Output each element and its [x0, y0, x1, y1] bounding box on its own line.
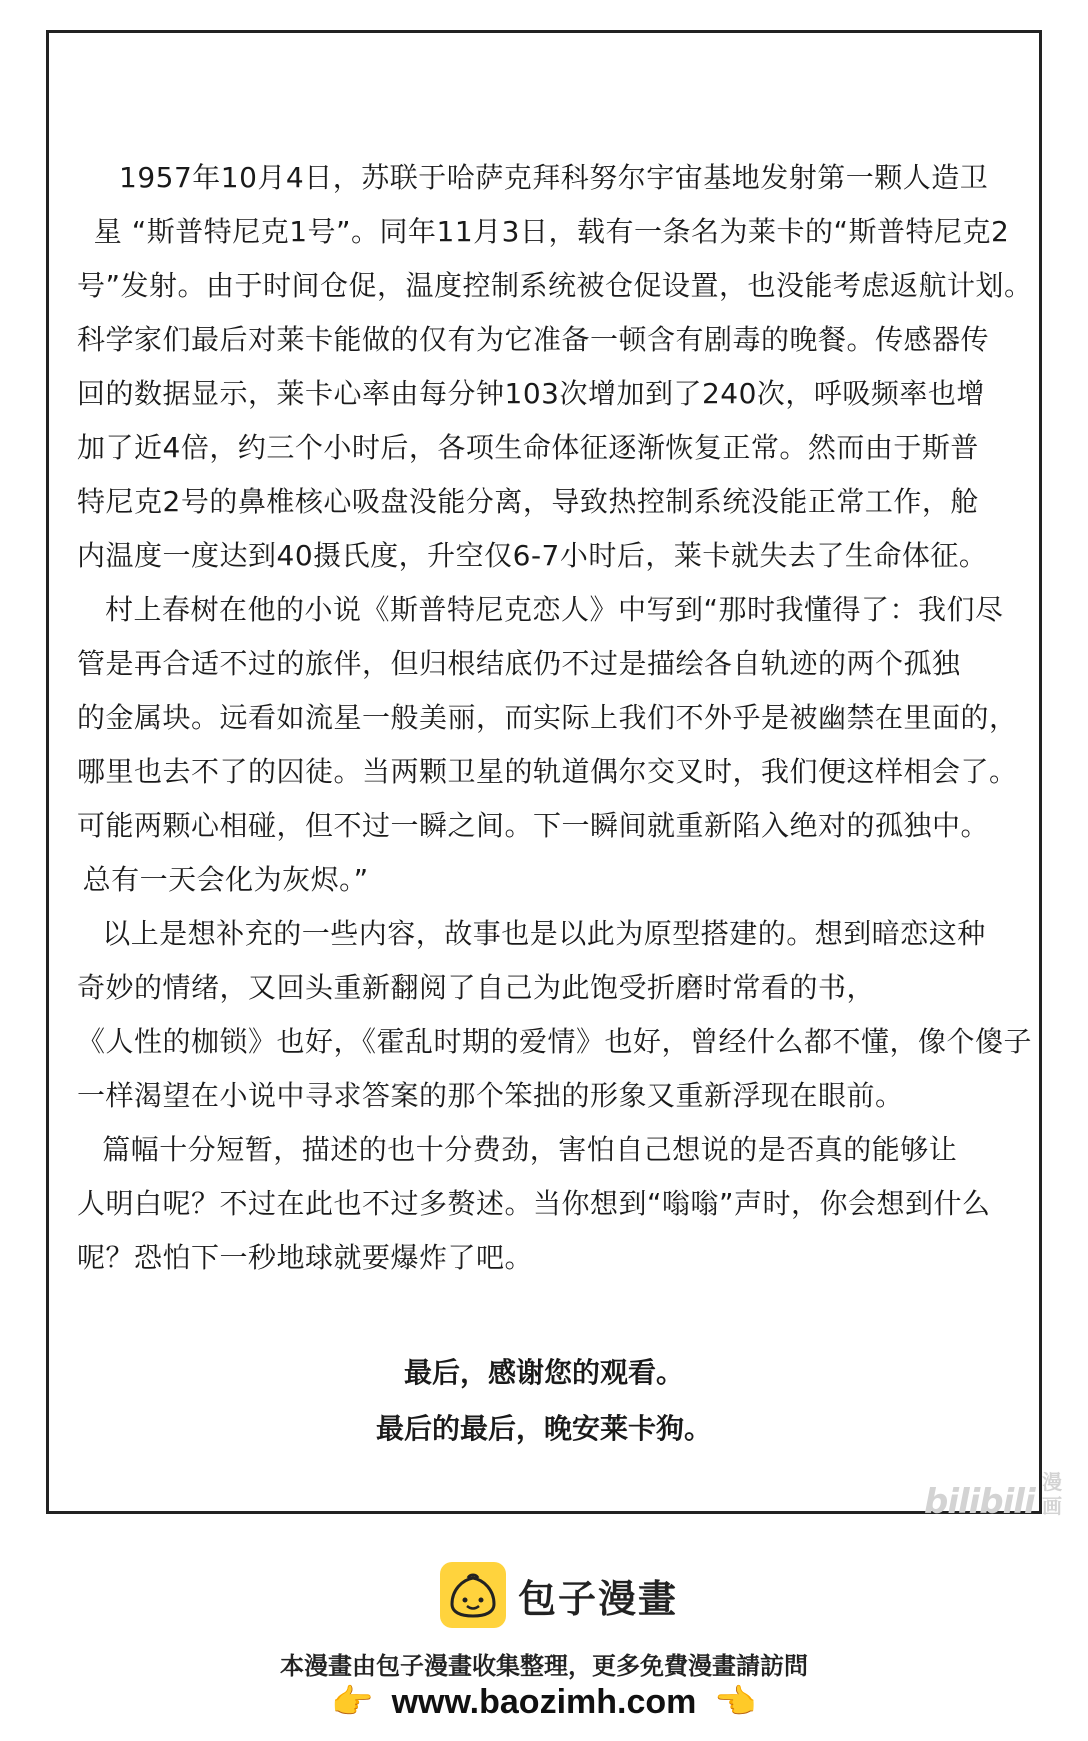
- story-line: 村上春树在他的小说《斯普特尼克恋人》中写到“那时我懂得了：我们尽: [105, 593, 1004, 626]
- bilibili-watermark-manhua: 漫画: [1042, 1470, 1062, 1518]
- story-line: 以上是想补充的一些内容，故事也是以此为原型搭建的。想到暗恋这种: [102, 917, 986, 950]
- story-line: 号”发射。由于时间仓促，温度控制系统被仓促设置，也没能考虑返航计划。: [77, 269, 1033, 302]
- story-line: 星 “斯普特尼克1号”。同年11月3日，载有一条名为莱卡的“斯普特尼克2: [93, 215, 1010, 248]
- text-panel: [46, 30, 1042, 1514]
- story-line: 篇幅十分短暂，描述的也十分费劲，害怕自己想说的是否真的能够让: [102, 1133, 958, 1166]
- story-line: 一样渴望在小说中寻求答案的那个笨拙的形象又重新浮现在眼前。: [77, 1079, 904, 1112]
- story-line: 人明白呢？不过在此也不过多赘述。当你想到“嗡嗡”声时，你会想到什么: [77, 1187, 991, 1220]
- site-logo[interactable]: [440, 1560, 678, 1630]
- site-url-link[interactable]: www.baozimh.com: [391, 1682, 697, 1721]
- story-line: 1957年10月4日，苏联于哈萨克拜科努尔宇宙基地发射第一颗人造卫: [119, 161, 989, 194]
- closing-line-thanks: 最后，感谢您的观看。: [403, 1356, 684, 1389]
- closing-message: [49, 1345, 1039, 1457]
- bilibili-watermark: [924, 1470, 1074, 1530]
- pointing-right-hand-icon: 👉: [331, 1682, 374, 1722]
- site-name: 包子漫畫: [518, 1576, 679, 1621]
- pointing-left-hand-icon: 👈: [714, 1682, 757, 1722]
- story-line: 呢？恐怕下一秒地球就要爆炸了吧。: [77, 1241, 534, 1274]
- footer: [0, 1550, 1088, 1740]
- story-line: 特尼克2号的鼻椎核心吸盘没能分离，导致热控制系统没能正常工作，舱: [77, 485, 979, 518]
- story-line: 科学家们最后对莱卡能做的仅有为它准备一顿含有剧毒的晚餐。传感器传: [77, 323, 990, 356]
- story-line: 总有一天会化为灰烬。”: [82, 863, 369, 896]
- story-line: 内温度一度达到40摄氏度，升空仅6-7小时后，莱卡就失去了生命体征。: [77, 539, 988, 572]
- story-line: 回的数据显示，莱卡心率由每分钟103次增加到了240次，呼吸频率也增: [77, 377, 985, 410]
- story-line: 可能两颗心相碰，但不过一瞬之间。下一瞬间就重新陷入绝对的孤独中。: [77, 809, 990, 842]
- story-line: 加了近4倍，约三个小时后，各项生命体征逐渐恢复正常。然而由于斯普: [77, 431, 979, 464]
- story-text: [77, 151, 1033, 1285]
- story-line: 哪里也去不了的囚徒。当两颗卫星的轨道偶尔交叉时，我们便这样相会了。: [77, 755, 1018, 788]
- bilibili-watermark-logo: bilibili: [924, 1482, 1035, 1522]
- story-line: 奇妙的情绪，又回头重新翻阅了自己为此饱受折磨时常看的书，: [77, 971, 876, 1004]
- story-line: 的金属块。远看如流星一般美丽，而实际上我们不外乎是被幽禁在里面的，: [77, 701, 1018, 734]
- footer-note: 本漫畫由包子漫畫收集整理，更多免費漫畫請訪問: [280, 1652, 808, 1680]
- site-url-row: [0, 1682, 1088, 1722]
- closing-line-goodnight: 最后的最后，晚安莱卡狗。: [375, 1412, 712, 1445]
- story-line: 《人性的枷锁》也好，《霍乱时期的爱情》也好，曾经什么都不懂，像个傻子: [77, 1025, 1033, 1058]
- story-line: 管是再合适不过的旅伴，但归根结底仍不过是描绘各自轨迹的两个孤独: [77, 647, 961, 680]
- baozi-logo-icon: [440, 1562, 506, 1628]
